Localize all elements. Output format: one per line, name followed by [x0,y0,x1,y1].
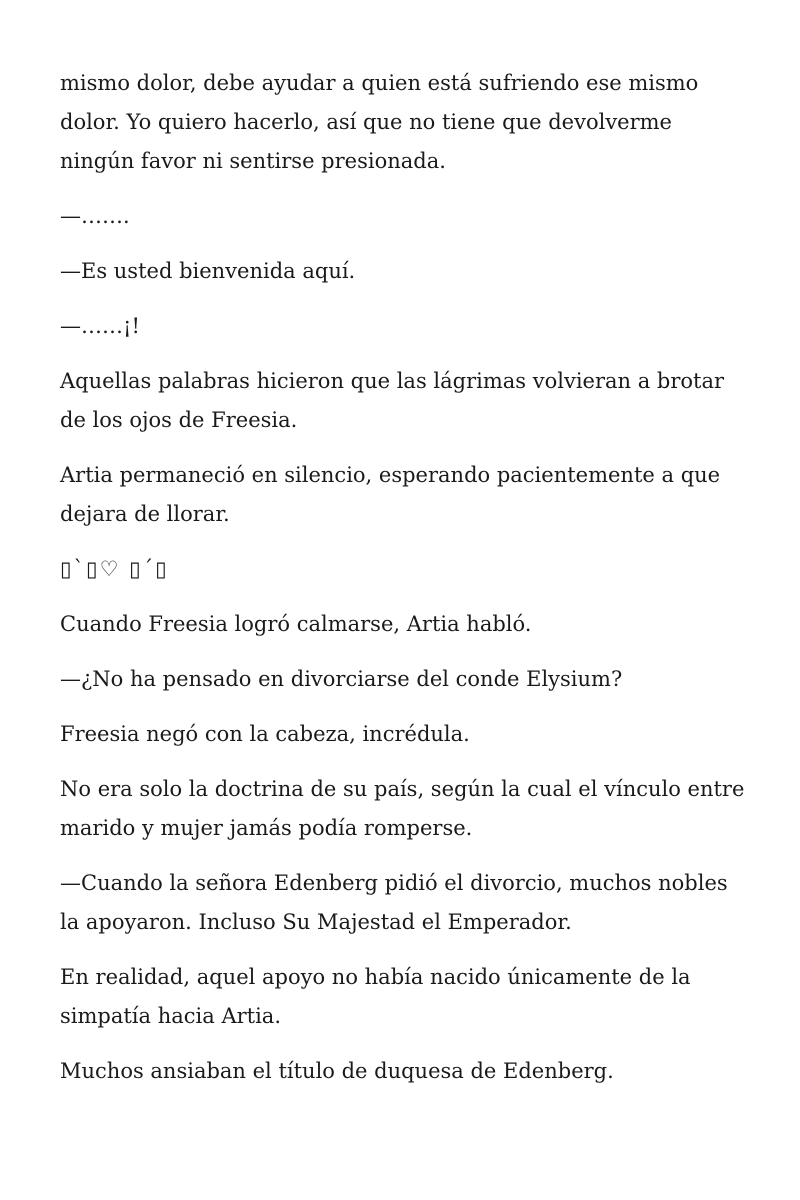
paragraph: En realidad, aquel apoyo no había nacido únicamente de la simpatía hacia Artia. [60,965,691,1028]
paragraph: mismo dolor, debe ayudar a quien está sufriendo ese mismo dolor. Yo quiero hacerlo, así que no tiene que devolverme ningún favor ni sentirse presionada. [60,71,699,173]
dialogue-line: —Cuando la señora Edenberg pidió el divorcio, muchos nobles la apoyaron. Incluso Su Majestad el Emperador. [60,871,728,934]
document-body [60,64,750,1107]
dialogue-line: —¿No ha pensado en divorciarse del conde Elysium? [60,667,623,691]
paragraph: Cuando Freesia logró calmarse, Artia habló. [60,612,532,636]
paragraph: Artia permaneció en silencio, esperando pacientemente a que dejara de llorar. [60,463,721,526]
scene-separator: ▯`▯♡ ▯´▯ [60,557,169,581]
dialogue-line: —……. [60,204,130,228]
paragraph: Muchos ansiaban el título de duquesa de Edenberg. [60,1059,614,1083]
dialogue-line: —……¡! [60,314,140,338]
dialogue-line: —Es usted bienvenida aquí. [60,259,356,283]
paragraph: Freesia negó con la cabeza, incrédula. [60,722,470,746]
paragraph: No era solo la doctrina de su país, según la cual el vínculo entre marido y mujer jamás podía romperse. [60,777,745,840]
paragraph: Aquellas palabras hicieron que las lágrimas volvieran a brotar de los ojos de Freesia. [60,369,725,432]
